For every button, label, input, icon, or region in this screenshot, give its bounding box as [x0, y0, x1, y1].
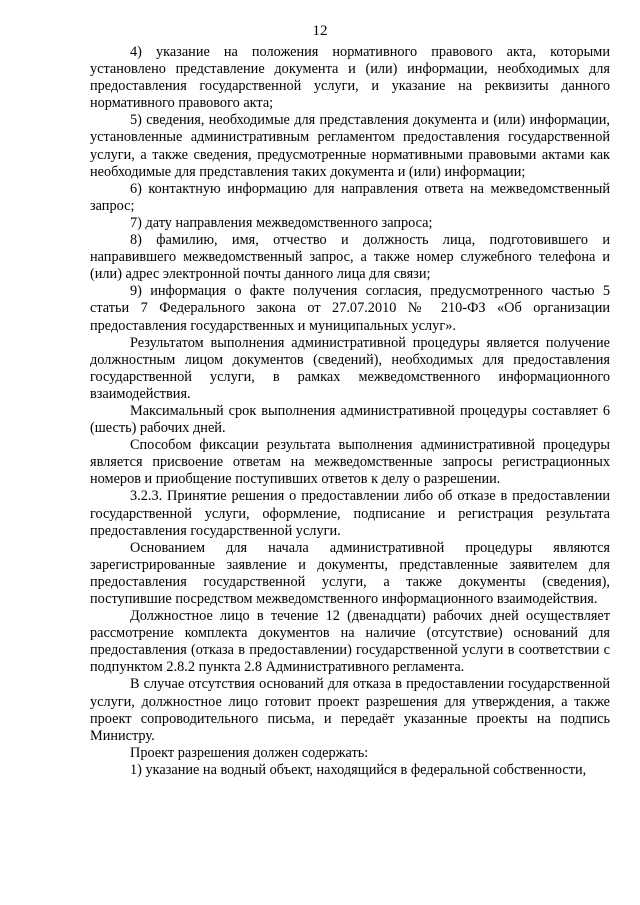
paragraph-item-5: 5) сведения, необходимые для представления документа и (или) информации, установленные административным регламентом предоставления государственной услуги, а также сведения, предусмотренные нормативными правовыми актами как необходимые для представления таких документа и (или) информации; [90, 112, 610, 180]
document-body [90, 44, 610, 779]
page-number: 12 [312, 23, 328, 39]
paragraph-item-8: 8) фамилию, имя, отчество и должность лица, подготовившего и направившего межведомственный запрос, а также номер служебного телефона и (или) адрес электронной почты данного лица для связи; [90, 232, 610, 283]
paragraph-list-item-1: 1) указание на водный объект, находящийся в федеральной собственности, [130, 761, 587, 778]
paragraph-item-7: 7) дату направления межведомственного запроса; [130, 214, 433, 231]
paragraph-item-6: 6) контактную информацию для направления ответа на межведомственный запрос; [90, 180, 610, 214]
paragraph-max-duration: Максимальный срок выполнения административной процедуры составляет 6 (шесть) рабочих дней. [90, 402, 610, 437]
paragraph-item-4: 4) указание на положения нормативного правового акта, которыми установлено представление документа и (или) информации, необходимых для предоставления государственной услуги, и указание на реквизиты данного нормативного правового акта; [90, 44, 610, 112]
paragraph-fixation-method: Способом фиксации результата выполнения административной процедуры является присвоение ответам на межведомственные запросы регистрационных номеров и приобщение поступивших ответов к делу о разрешении. [90, 437, 610, 488]
paragraph-review-period: Должностное лицо в течение 12 (двенадцати) рабочих дней осуществляет рассмотрение комплекта документов на наличие (отсутствие) оснований для предоставления (отказа в предоставлении) государственной услуги в соответствии с подпунктом 2.8.2 пункта 2.8 Административного регламента. [90, 608, 610, 676]
paragraph-no-refusal-grounds: В случае отсутствия оснований для отказа в предоставлении государственной услуги, должностное лицо готовит проект разрешения для утверждения, а также проект сопроводительного письма, и передаёт указанные проекты на подпись Министру. [90, 676, 610, 744]
paragraph-item-9: 9) информация о факте получения согласия, предусмотренного частью 5 статьи 7 Федерального закона от 27.07.2010 № 210-ФЗ «Об организации предоставления государственных и муниципальных услуг». [90, 283, 610, 334]
paragraph-procedure-basis: Основанием для начала административной процедуры являются зарегистрированные заявление и документы, представленные заявителем для предоставления государственной услуги, а также документы (сведения), поступившие посредством межведомственного информационного взаимодействия. [90, 539, 610, 607]
paragraph-procedure-result: Результатом выполнения административной процедуры является получение должностным лицом документов (сведений), необходимых для предоставления государственной услуги, в рамках межведомственного информационного взаимодействия. [90, 334, 610, 402]
paragraph-draft-contents: Проект разрешения должен содержать: [130, 744, 369, 761]
section-heading-3-2-3: 3.2.3. Принятие решения о предоставлении либо об отказе в предоставлении государственной услуги, оформление, подписание и регистрация результата предоставления государственной услуги. [90, 488, 610, 539]
